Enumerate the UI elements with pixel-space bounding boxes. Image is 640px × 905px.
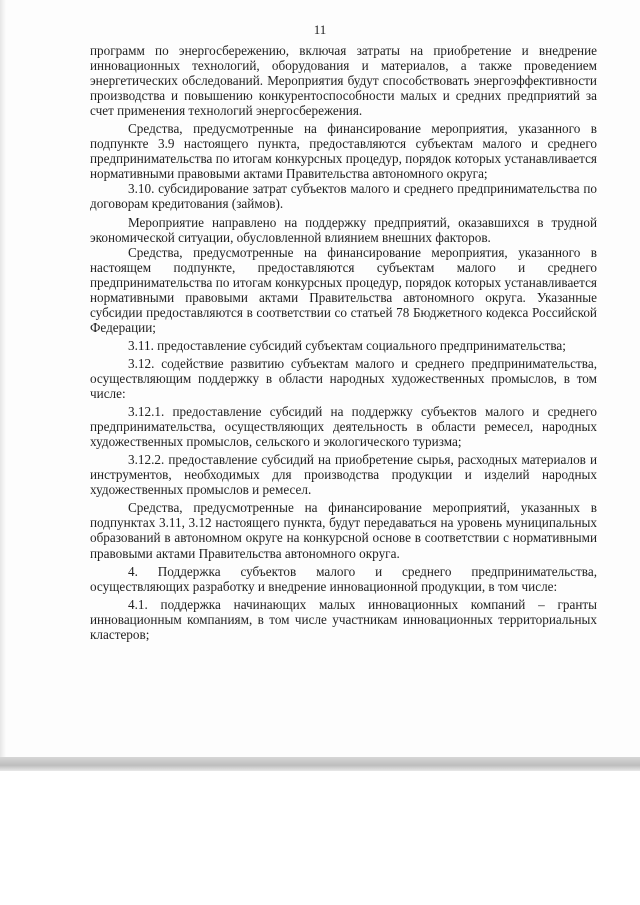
- paragraph-item-3-12-1: 3.12.1. предоставление субсидий на поддержку субъектов малого и среднего предпринимательства, осуществляющих деятельность в области ремесел, народных художественных промыслов, сельского и экологического туризма;: [90, 404, 597, 450]
- paragraph-item-3-10: 3.10. субсидирование затрат субъектов малого и среднего предпринимательства по договорам кредитования (займов).: [90, 181, 597, 212]
- paragraph-funding-3-10: Средства, предусмотренные на финансирование мероприятия, указанного в настоящем подпункте, предоставляются субъектам малого и среднего предпринимательства по итогам конкурсных процедур, порядок которых устанавливается нормативными правовыми актами Правительства автономного округа. Указанные субсидии предоставляются в соответствии со статьей 78 Бюджетного кодекса Российской Федерации;: [90, 244, 597, 335]
- paragraph-funding-3-9: Средства, предусмотренные на финансирование мероприятия, указанного в подпункте 3.9 настоящего пункта, предоставляются субъектам малого и среднего предпринимательства по итогам конкурсных процедур, порядок которых устанавливается нормативными правовыми актами Правительства автономного округа;: [90, 121, 597, 182]
- paragraph-energy-saving: программ по энергосбережению, включая затраты на приобретение и внедрение инновационных технологий, оборудования и материалов, а также проведением энергетических обследований. Мероприятия будут способствовать энергоэффективности производства и повышению конкурентоспособности малых и средних предприятий за счет применения технологий энергосбережения.: [90, 43, 597, 119]
- paragraph-item-4-1: 4.1. поддержка начинающих малых инновационных компаний – гранты инновационным компаниям, в том числе участникам инновационных территориальных кластеров;: [90, 596, 597, 642]
- paragraph-item-3-12: 3.12. содействие развитию субъектам малого и среднего предпринимательства, осуществляющим поддержку в области народных художественных промыслов, в том числе:: [90, 355, 597, 402]
- page-number: 11: [313, 22, 327, 37]
- paragraph-item-4: 4. Поддержка субъектов малого и среднего предпринимательства, осуществляющих разработку и внедрение инновационной продукции, в том числе:: [90, 563, 597, 594]
- scan-bottom-edge: [0, 757, 640, 771]
- paragraph-measure-aim: Мероприятие направлено на поддержку предприятий, оказавшихся в трудной экономической ситуации, обусловленной влиянием внешних факторов.: [90, 214, 597, 245]
- paragraph-item-3-11: 3.11. предоставление субсидий субъектам социального предпринимательства;: [128, 337, 566, 353]
- paragraph-item-3-12-2: 3.12.2. предоставление субсидий на приобретение сырья, расходных материалов и инструментов, необходимых для производства продукции и изделий народных художественных промыслов и ремесел.: [90, 452, 597, 498]
- document-body: [90, 43, 597, 642]
- paragraph-funding-3-11-3-12: Средства, предусмотренные на финансирование мероприятий, указанных в подпунктах 3.11, 3.12 настоящего пункта, будут передаваться на уровень муниципальных образований в автономном округе на конкурсной основе в соответствии с нормативными правовыми актами Правительства автономного округа.: [90, 500, 597, 561]
- scan-edge-shadow: [0, 0, 6, 770]
